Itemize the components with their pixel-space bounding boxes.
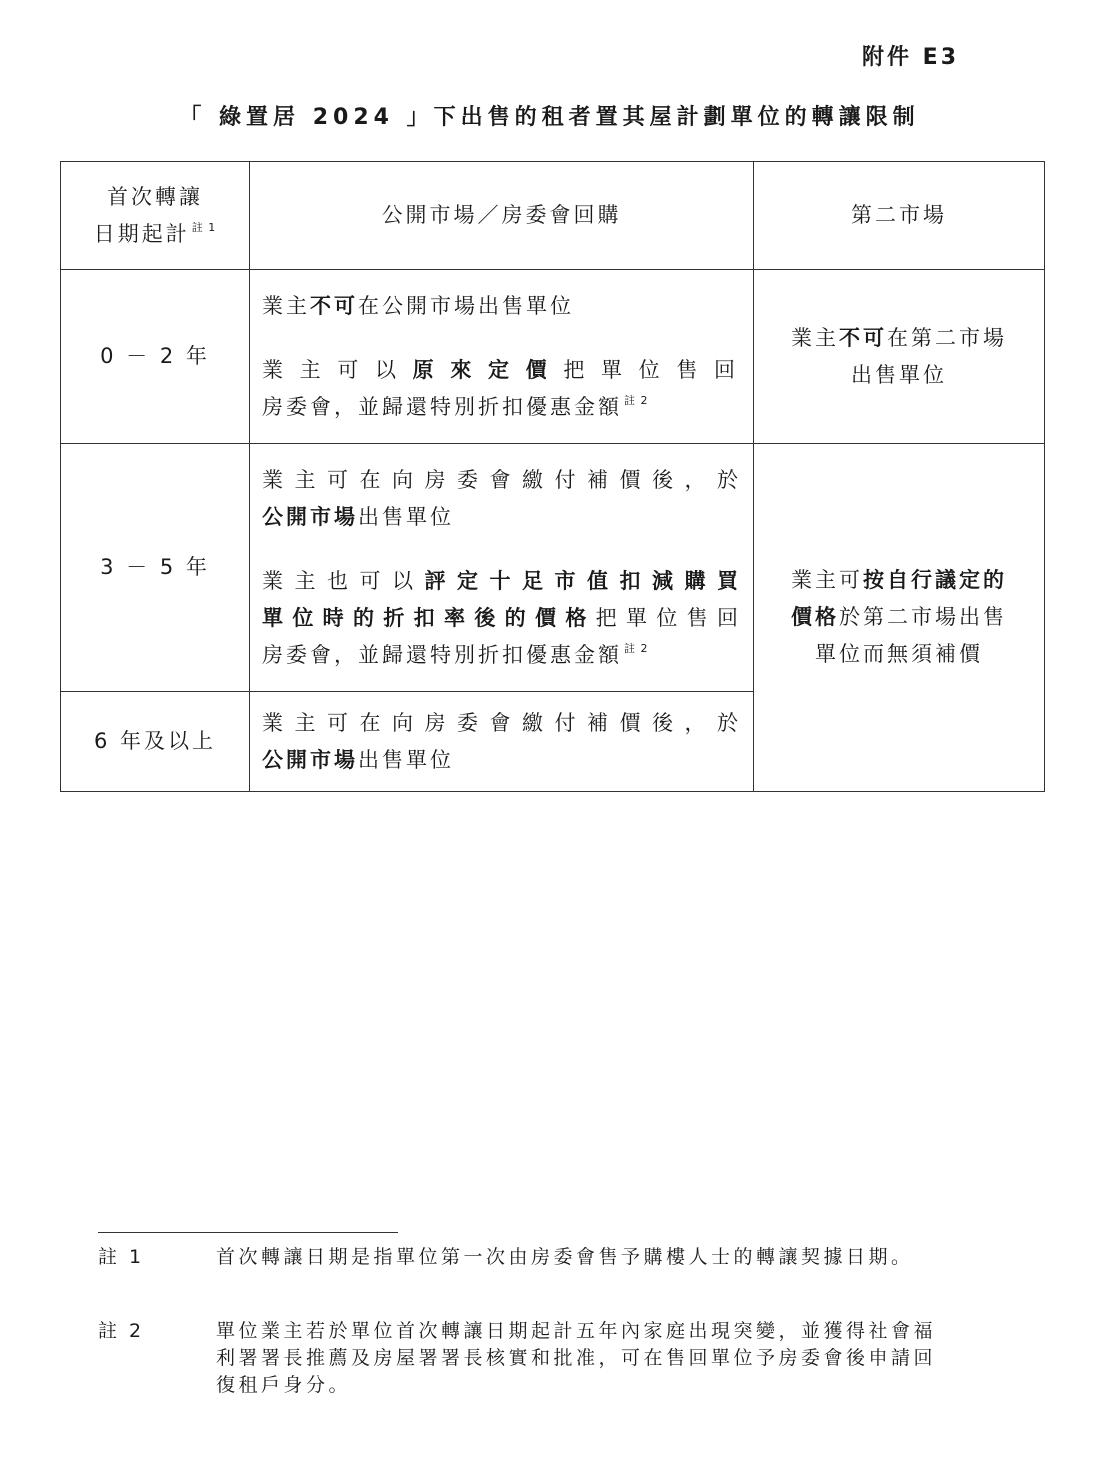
footnote-2 — [98, 1318, 958, 1399]
cell-paragraph: 業主可以原來定價把單位售回 — [262, 357, 742, 382]
header-first-transfer-date — [61, 162, 250, 270]
footnote-ref-1: 註 1 — [191, 220, 217, 234]
period-cell: 3 － 5 年 — [61, 444, 250, 692]
footnote-1 — [98, 1244, 958, 1271]
table-row — [61, 270, 1045, 444]
footnote-text: 單位業主若於單位首次轉讓日期起計五年內家庭出現突變，並獲得社會福利署署長推薦及房屋署署長核實和批准，可在售回單位予房委會後申請回復租戶身分。 — [216, 1320, 937, 1396]
footnote-label: 註 1 — [98, 1246, 145, 1268]
annex-label: 附件 E3 — [862, 45, 959, 70]
transfer-restrictions-table — [60, 161, 1045, 792]
table-header-row — [61, 162, 1045, 270]
table-row — [61, 444, 1045, 692]
header-col1-line2: 日期起計 — [93, 221, 190, 246]
cell-paragraph: 公開市場出售單位 — [262, 747, 454, 772]
cell-paragraph: 單位時的折扣率後的價格把單位售回 — [262, 605, 742, 630]
cell-paragraph: 公開市場出售單位 — [262, 504, 454, 529]
cell-paragraph: 業主可在向房委會繳付補價後，於 — [262, 710, 741, 735]
public-market-cell — [250, 692, 754, 792]
header-col1-line1: 首次轉讓 — [107, 184, 203, 209]
footnote-text: 首次轉讓日期是指單位第一次由房委會售予購樓人士的轉讓契據日期。 — [216, 1246, 914, 1268]
header-public-market: 公開市場／房委會回購 — [250, 162, 754, 270]
footnote-ref-2: 註 2 — [624, 393, 649, 407]
secondary-market-cell: 業主不可在第二市場 出售單位 — [754, 270, 1045, 444]
public-market-cell — [250, 444, 754, 692]
cell-paragraph: 業主不可在公開市場出售單位 — [262, 293, 574, 318]
footnote-ref-2: 註 2 — [624, 641, 649, 655]
footnote-label: 註 2 — [98, 1320, 145, 1342]
header-secondary-market: 第二市場 — [754, 162, 1045, 270]
secondary-market-cell: 業主可按自行議定的 價格於第二市場出售 單位而無須補價 — [754, 444, 1045, 792]
public-market-cell — [250, 270, 754, 444]
period-cell: 6 年及以上 — [61, 692, 250, 792]
page-title: 「 綠置居 2024 」下出售的租者置其屋計劃單位的轉讓限制 — [179, 105, 920, 130]
period-cell: 0 － 2 年 — [61, 270, 250, 444]
cell-paragraph: 房委會，並歸還特別折扣優惠金額 $^{註 2}$ — [262, 393, 649, 419]
cell-paragraph: 業主可在向房委會繳付補價後，於 — [262, 467, 741, 492]
cell-paragraph: 房委會，並歸還特別折扣優惠金額 $^{註 2}$ — [262, 641, 649, 667]
footnote-divider — [98, 1232, 398, 1233]
cell-paragraph: 業主也可以評定十足市值扣減購買 — [262, 568, 741, 593]
